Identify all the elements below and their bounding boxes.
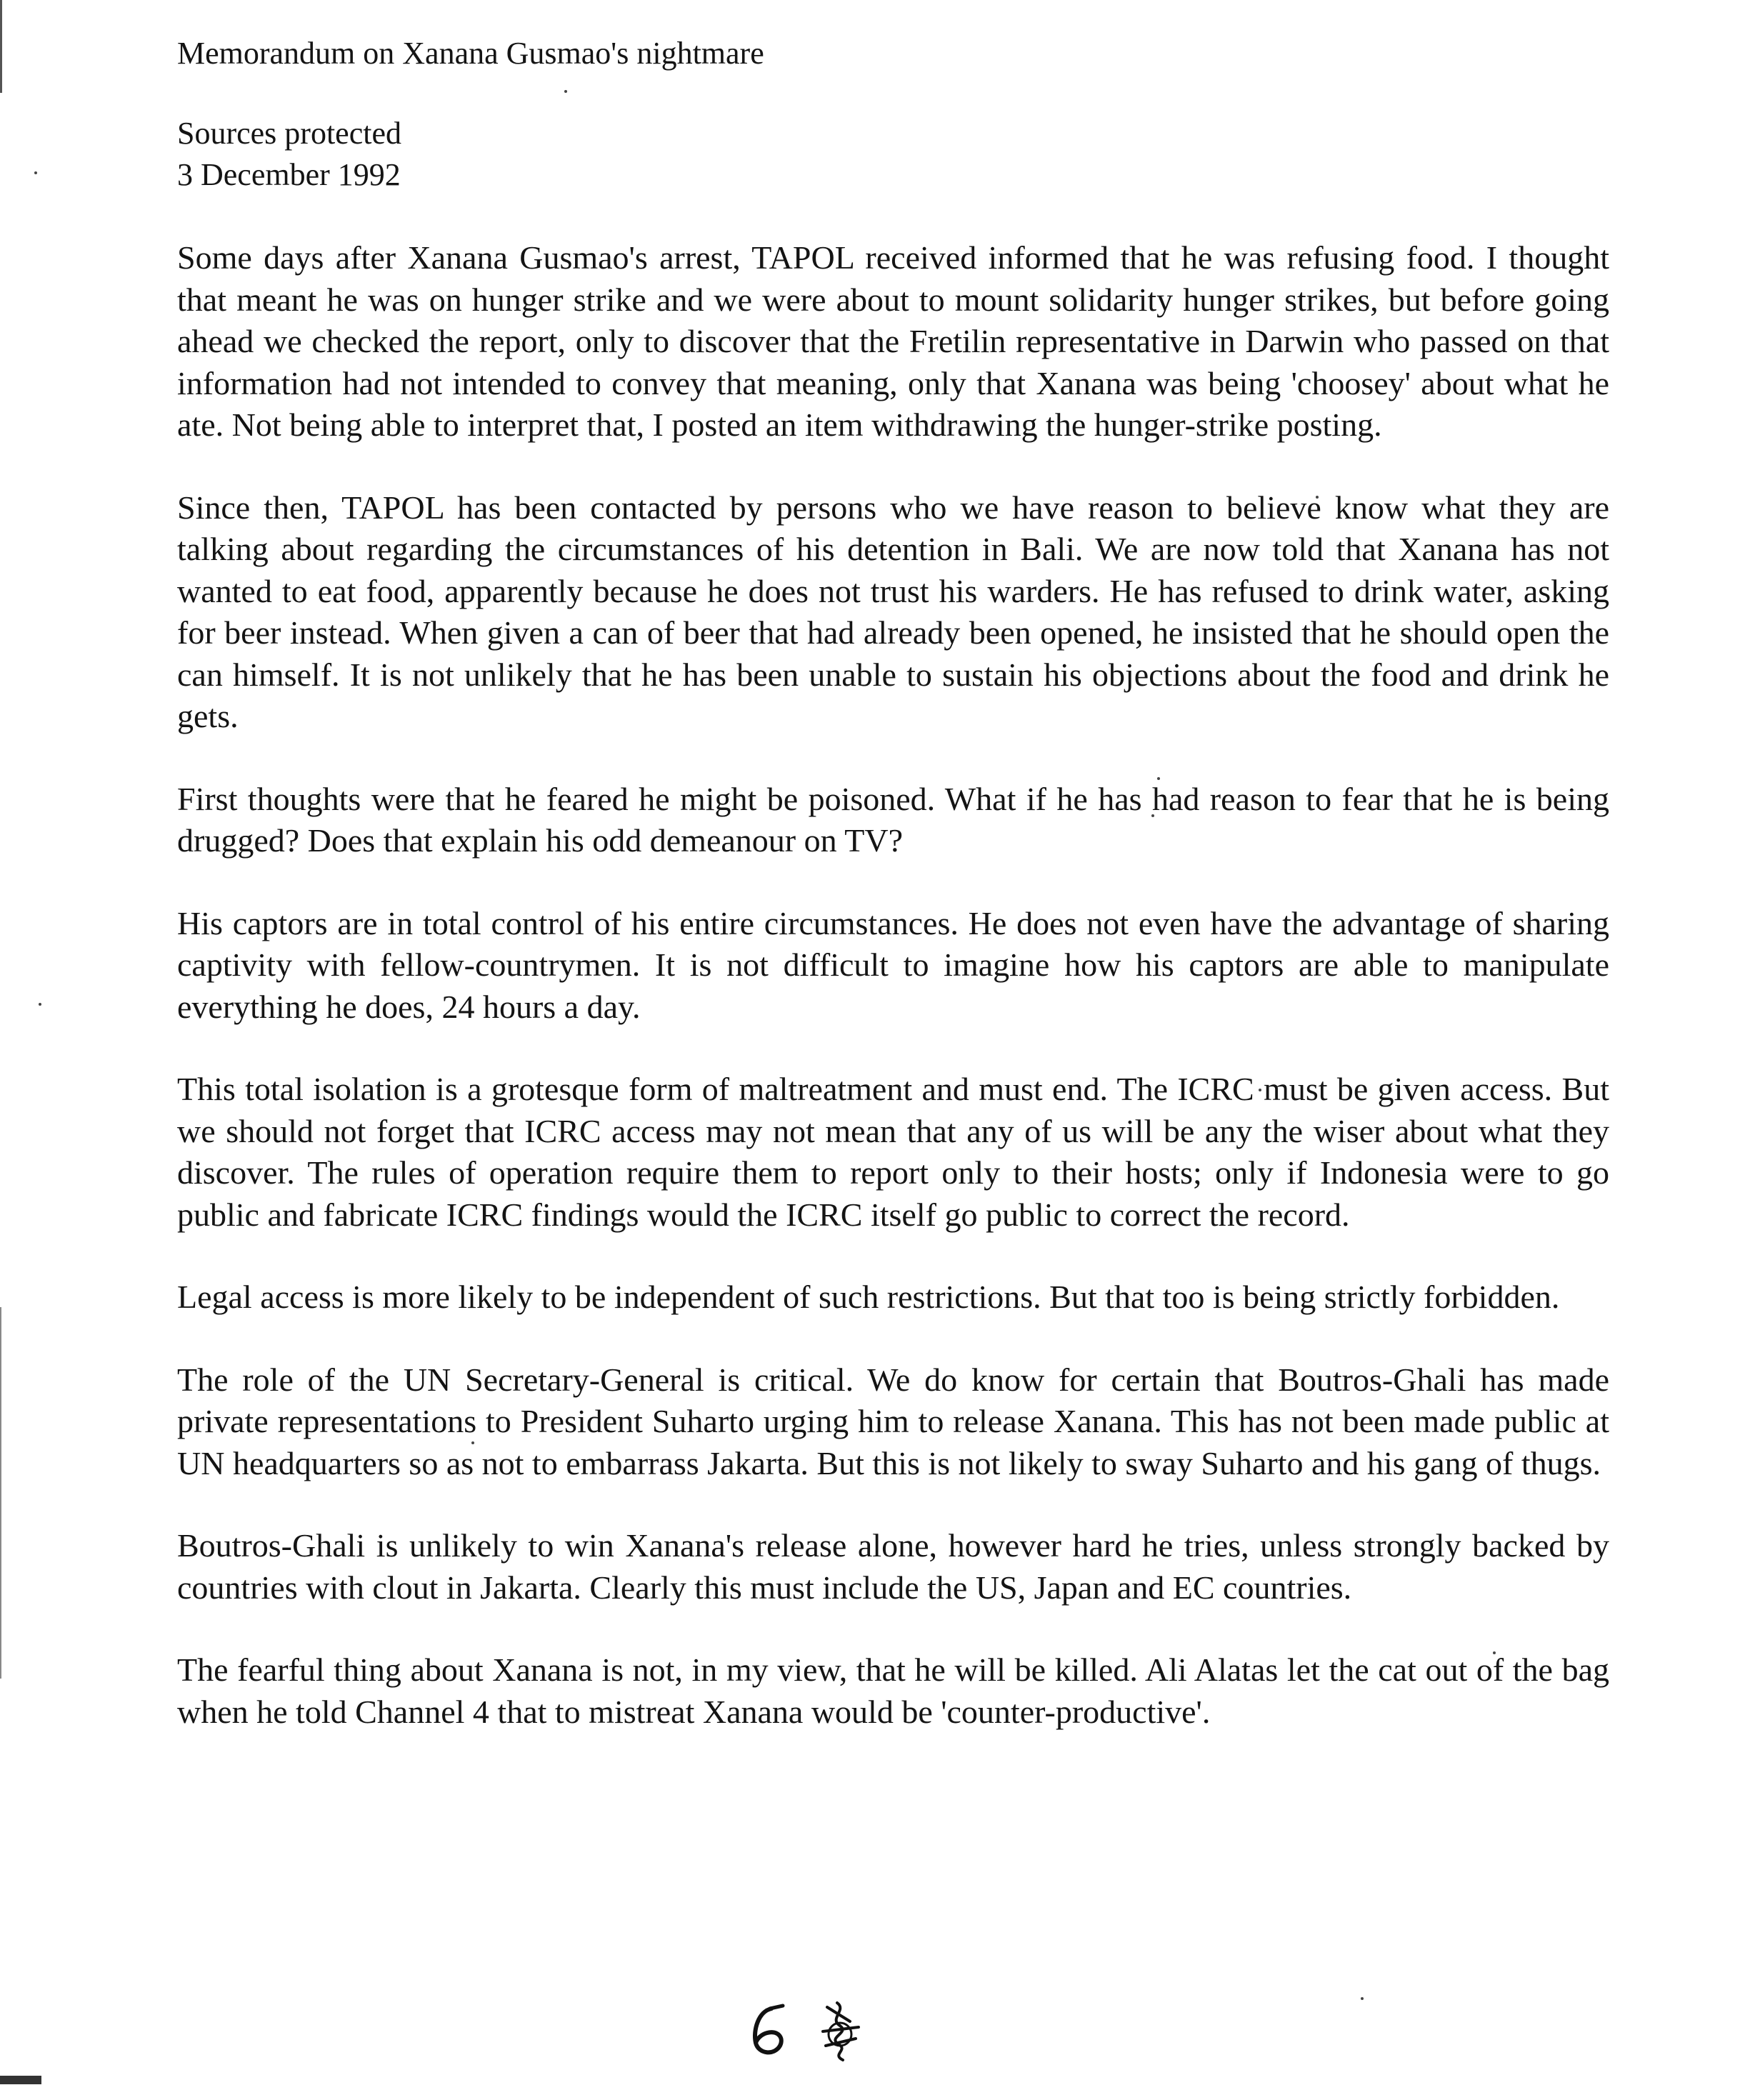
paragraph-5: This total isolation is a grotesque form of maltreatment and must end. The ICRC must be given access. But we should not forget that ICRC access may not mean that any of us will be any the wiser about what they discover. The rules of operation require them to report only to their hosts; only if Indonesia were to go public and fabricate ICRC findings would the ICRC itself go public to correct the record. — [177, 1071, 1609, 1233]
paragraph-9: The fearful thing about Xanana is not, in my view, that he will be killed. Ali Alatas let the cat out of the bag when he told Channel 4 that to mistreat Xanana would be 'counter-productive'. — [177, 1651, 1609, 1730]
handwritten-page-number — [743, 1993, 886, 2064]
paragraph-7: The role of the UN Secretary-General is critical. We do know for certain that Boutros-Ghali has made private representations to President Suharto urging him to release Xanana. This has not been made public at UN headquarters so as not to embarrass Jakarta. But this is not likely to sway Suharto and his gang of thugs. — [177, 1361, 1609, 1481]
document-meta — [177, 113, 1609, 196]
paragraph-6: Legal access is more likely to be independent of such restrictions. But that too is being strictly forbidden. — [177, 1279, 1560, 1315]
paragraph-1: Some days after Xanana Gusmao's arrest, TAPOL received informed that he was refusing food. I thought that meant he was on hunger strike and we were about to mount solidarity hunger strikes, but before going ahead we checked the report, only to discover that the Fretilin representative in Darwin who passed on that information had not intended to convey that meaning, only that Xanana was being 'choosey' about what he ate. Not being able to interpret that, I posted an item withdrawing the hunger-strike posting. — [177, 239, 1609, 443]
document-title: Memorandum on Xanana Gusmao's nightmare — [177, 36, 764, 71]
date-line: 3 December 1992 — [177, 157, 401, 192]
scan-corner-mark — [0, 2076, 41, 2084]
scan-speck — [1361, 1997, 1364, 2000]
sources-line: Sources protected — [177, 116, 401, 151]
scan-speck — [39, 1003, 41, 1006]
paragraph-8: Boutros-Ghali is unlikely to win Xanana's release alone, however hard he tries, unless strongly backed by countries with clout in Jakarta. Clearly this must include the US, Japan and EC countries. — [177, 1527, 1609, 1606]
paragraph-3: First thoughts were that he feared he might be poisoned. What if he has had reason to fear that he is being drugged? Does that explain his odd demeanour on TV? — [177, 780, 1609, 859]
scan-left-edge — [0, 1307, 1, 1679]
paragraph-2: Since then, TAPOL has been contacted by persons who we have reason to believe know what they are talking about regarding the circumstances of his detention in Bali. We are now told that Xanana has not wanted to eat food, apparently because he does not trust his warders. He has refused to drink water, asking for beer instead. When given a can of beer that had already been opened, he insisted that he should open the can himself. It is not unlikely that he has been unable to sustain his objections about the food and drink he gets. — [177, 489, 1609, 734]
scan-speck — [34, 171, 37, 174]
scan-left-edge — [0, 0, 2, 93]
memorandum-page — [177, 33, 1609, 1733]
paragraph-4: His captors are in total control of his entire circumstances. He does not even have the advantage of sharing captivity with fellow-countrymen. It is not difficult to imagine how his captors are able to manipulate everything he does, 24 hours a day. — [177, 904, 1609, 1025]
